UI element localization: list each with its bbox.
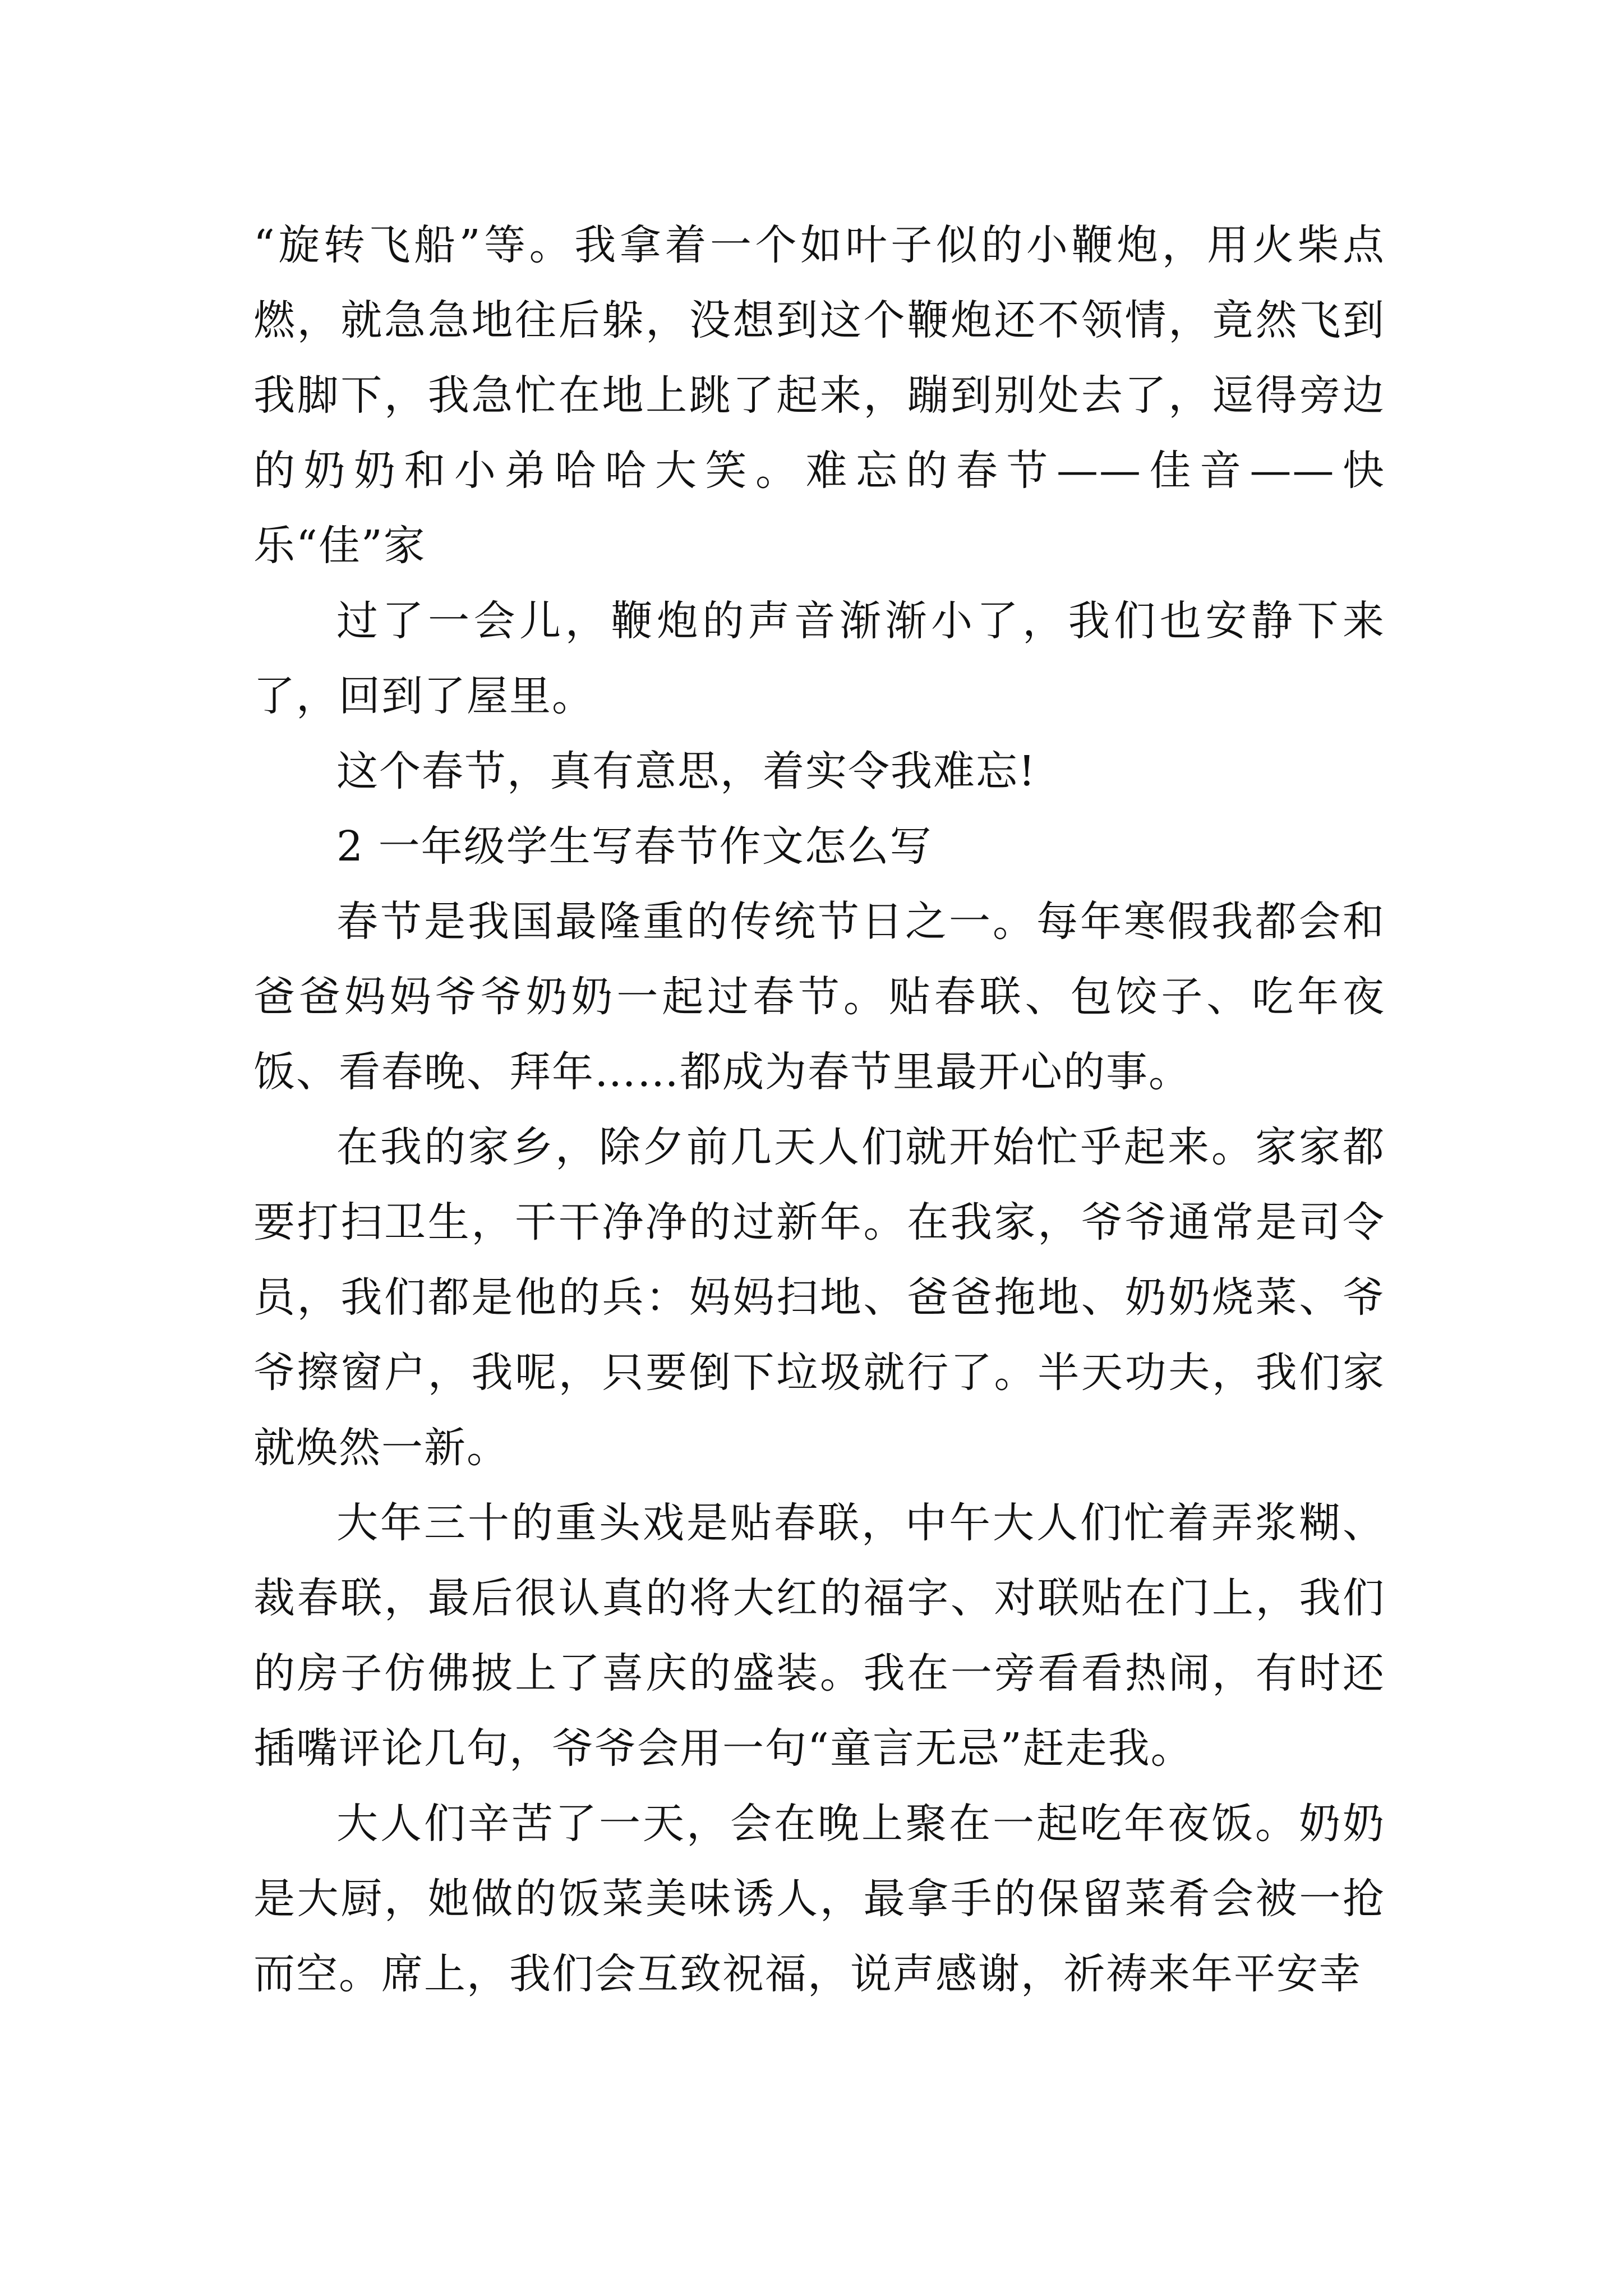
paragraph-continuation: “旋转飞船”等。我拿着一个如叶子似的小鞭炮，用火柴点燃，就急急地往后躲，没想到这个鞭炮还不领情，竟然飞到我脚下，我急忙在地上跳了起来，蹦到别处去了，逗得旁边的奶奶和小弟哈哈大笑。难忘的春节——佳音——快乐“佳”家 <box>253 221 1385 570</box>
document-body <box>253 208 1385 2012</box>
paragraph: 这个春节，真有意思，着实令我难忘! <box>336 747 1036 795</box>
section-heading: 2 一年级学生写春节作文怎么写 <box>336 822 933 871</box>
paragraph: 大年三十的重头戏是贴春联，中午大人们忙着弄浆糊、裁春联，最后很认真的将大红的福字、对联贴在门上，我们的房子仿佛披上了喜庆的盛装。我在一旁看看热闹，有时还插嘴评论几句，爷爷会用一句“童言无忌”赶走我。 <box>253 1499 1385 1773</box>
paragraph: 过了一会儿，鞭炮的声音渐渐小了，我们也安静下来了，回到了屋里。 <box>253 597 1385 720</box>
paragraph: 大人们辛苦了一天，会在晚上聚在一起吃年夜饭。奶奶是大厨，她做的饭菜美味诱人，最拿手的保留菜肴会被一抢而空。席上，我们会互致祝福，说声感谢，祈祷来年平安幸 <box>253 1800 1385 1998</box>
paragraph: 春节是我国最隆重的传统节日之一。每年寒假我都会和爸爸妈妈爷爷奶奶一起过春节。贴春联、包饺子、吃年夜饭、看春晚、拜年……都成为春节里最开心的事。 <box>253 898 1385 1096</box>
paragraph: 在我的家乡，除夕前几天人们就开始忙乎起来。家家都要打扫卫生，干干净净的过新年。在我家，爷爷通常是司令员，我们都是他的兵：妈妈扫地、爸爸拖地、奶奶烧菜、爷爷擦窗户，我呢，只要倒下垃圾就行了。半天功夫，我们家就焕然一新。 <box>253 1123 1385 1472</box>
